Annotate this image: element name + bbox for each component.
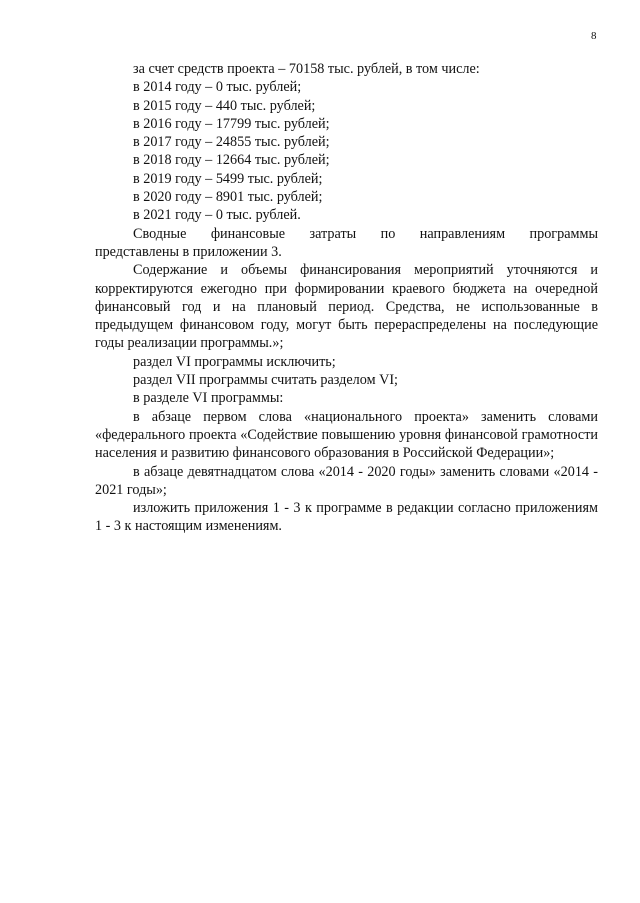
- paragraph-1-replacement: в абзаце первом слова «национального проекта» заменить словами «федерального проекта «Содействие повышению уровня финансовой грамотности населения и развитию финансового образования в Российской Федерации»;: [95, 408, 598, 462]
- content-paragraph: Содержание и объемы финансирования мероприятий уточняются и корректируются ежегодно при формировании краевого бюджета на очередной финансовый год и на плановый период. Средства, не использованные в предыдущем финансовом году, могут быть перераспределены на последующие годы реализации программы.»;: [95, 262, 598, 352]
- year-2016-line: в 2016 году – 17799 тыс. рублей;: [133, 115, 330, 132]
- appendices-line: изложить приложения 1 - 3 к программе в редакции согласно приложениям 1 - 3 к настоящим изменениям.: [95, 500, 598, 535]
- section-6-remove-line: раздел VI программы исключить;: [133, 353, 336, 370]
- year-2021-line: в 2021 году – 0 тыс. рублей.: [133, 207, 301, 224]
- year-2019-line: в 2019 году – 5499 тыс. рублей;: [133, 170, 323, 187]
- year-2015-line: в 2015 году – 440 тыс. рублей;: [133, 97, 316, 114]
- summary-line-1: Сводные финансовые затраты по направлениям программы: [133, 225, 598, 242]
- section-7-rename-line: раздел VII программы считать разделом VI;: [133, 372, 399, 389]
- document-body: [95, 60, 598, 536]
- page-number: 8: [591, 30, 597, 42]
- summary-line-2: представлены в приложении 3.: [95, 243, 282, 260]
- project-total-line: за счет средств проекта – 70158 тыс. рублей, в том числе:: [133, 61, 480, 77]
- year-2020-line: в 2020 году – 8901 тыс. рублей;: [133, 189, 323, 206]
- year-2017-line: в 2017 году – 24855 тыс. рублей;: [133, 134, 330, 151]
- year-2014-line: в 2014 году – 0 тыс. рублей;: [133, 79, 302, 96]
- paragraph-19-replacement: в абзаце девятнадцатом слова «2014 - 2020 годы» заменить словами «2014 - 2021 годы»;: [95, 463, 598, 498]
- year-2018-line: в 2018 году – 12664 тыс. рублей;: [133, 152, 330, 169]
- in-section-6-line: в разделе VI программы:: [133, 390, 284, 407]
